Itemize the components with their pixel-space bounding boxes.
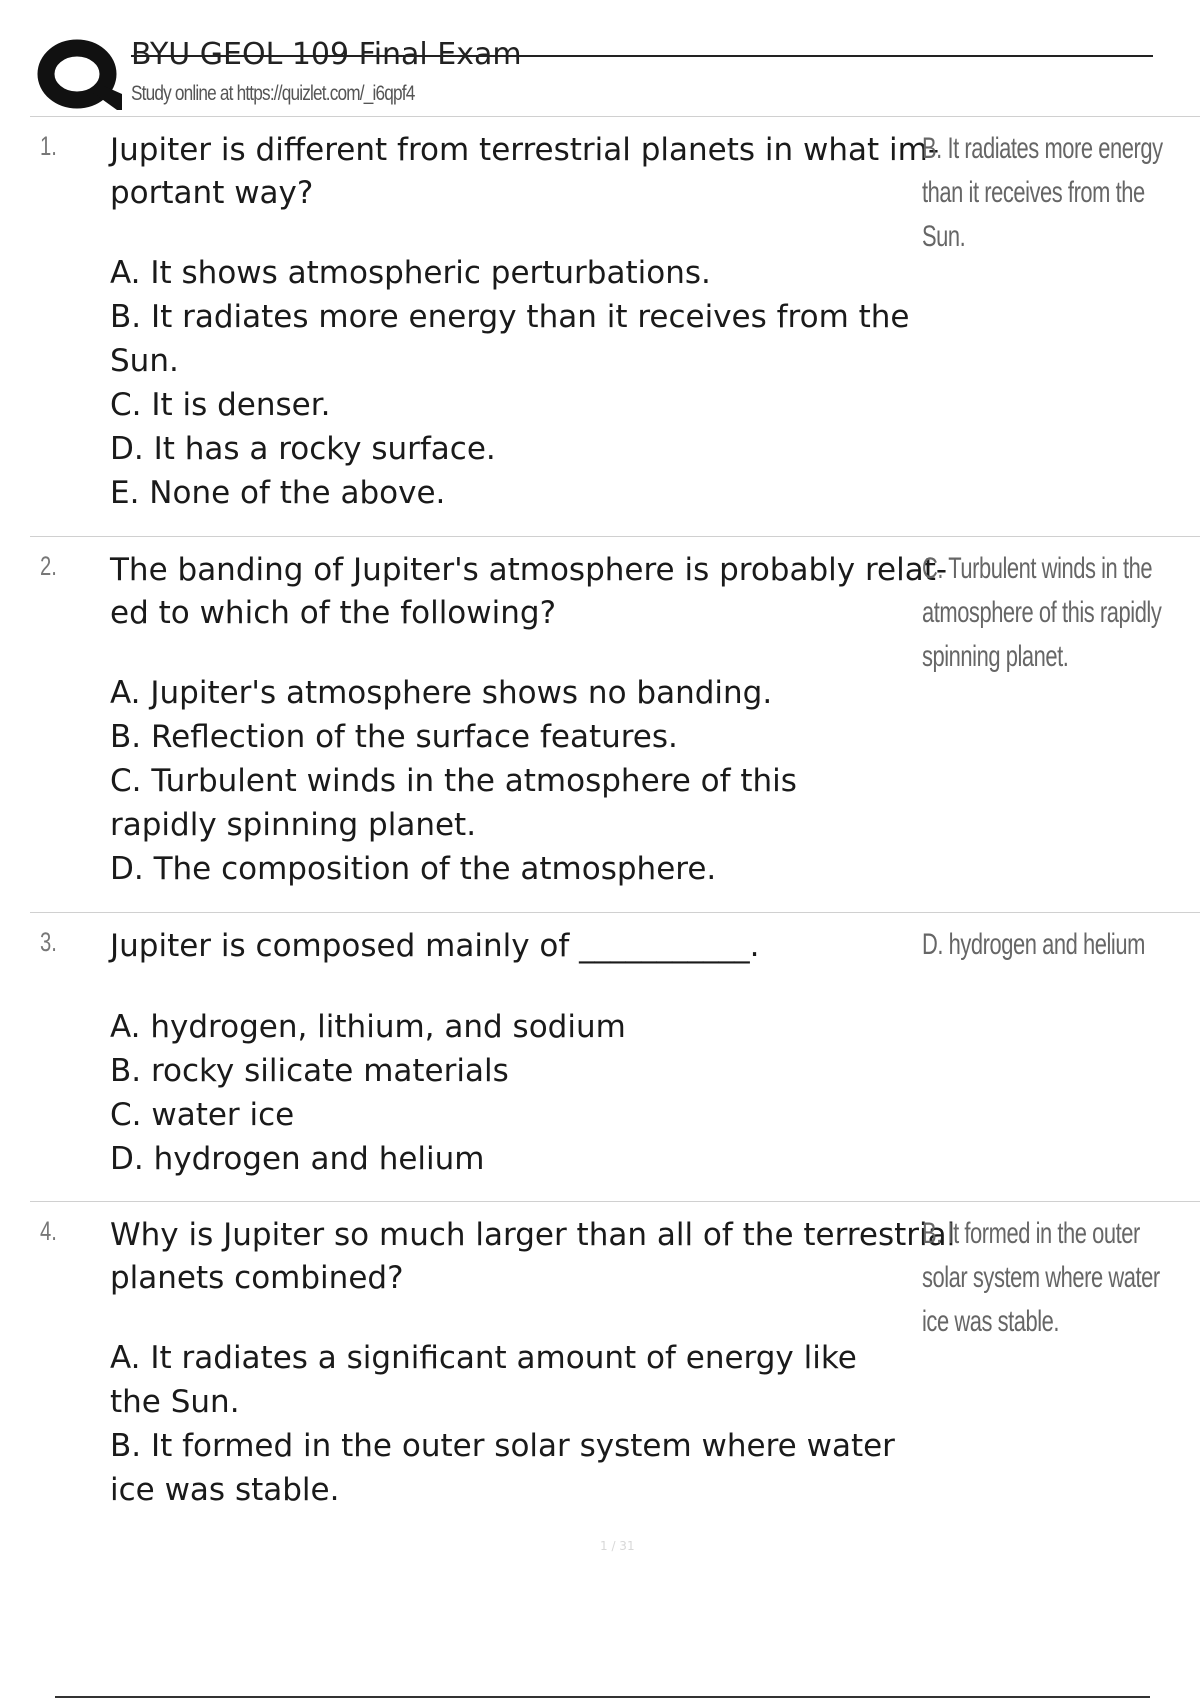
option-a: A. hydrogen, lithium, and sodium xyxy=(110,1009,626,1045)
option-c: C. Turbulent winds in the atmosphere of this rapidly spinning planet. xyxy=(110,763,797,843)
option-b: B. It formed in the outer solar system where water ice was stable. xyxy=(110,1428,895,1508)
option-c: C. water ice xyxy=(110,1097,295,1133)
option-a: A. It radiates a significant amount of energy like the Sun. xyxy=(110,1340,857,1420)
option-d: D. hydrogen and helium xyxy=(110,1141,485,1177)
header xyxy=(30,30,1150,120)
option-b: B. Reflection of the surface features. xyxy=(110,719,678,755)
question-text: Jupiter is composed mainly of ___________. xyxy=(110,928,760,964)
option-a: A. It shows atmospheric perturbations. xyxy=(110,255,711,291)
question-number: 1. xyxy=(40,131,57,161)
question-number: 3. xyxy=(40,927,57,957)
flashcard-4 xyxy=(30,1202,1200,1522)
answer-options xyxy=(110,1005,910,1181)
page-number: 1 / 31 xyxy=(600,1539,635,1553)
option-d: D. It has a rocky surface. xyxy=(110,431,496,467)
study-online-link[interactable]: Study online at https://quizlet.com/_i6qpf4 xyxy=(131,82,415,105)
question-number: 4. xyxy=(40,1216,57,1246)
correct-answer: C. Turbulent winds in the atmosphere of this rapidly spinning planet. xyxy=(922,552,1162,673)
option-b: B. rocky silicate materials xyxy=(110,1053,509,1089)
correct-answer: B. It radiates more energy than it receives from the Sun. xyxy=(922,132,1163,253)
document-title: BYU GEOL 109 Final Exam xyxy=(131,37,522,72)
correct-answer: B. It formed in the outer solar system where water ice was stable. xyxy=(922,1217,1160,1338)
question-text: The banding of Jupiter's atmosphere is probably relat-ed to which of the following? xyxy=(110,552,948,631)
answer-options xyxy=(110,671,910,891)
option-d: D. The composition of the atmosphere. xyxy=(110,851,717,887)
quizlet-logo-icon xyxy=(32,34,142,114)
option-b: B. It radiates more energy than it receives from the Sun. xyxy=(110,299,910,379)
question-text: Why is Jupiter so much larger than all of the terrestrial planets combined? xyxy=(110,1217,956,1296)
title-strike-rule xyxy=(131,55,1153,57)
answer-options xyxy=(110,1336,910,1512)
option-a: A. Jupiter's atmosphere shows no banding. xyxy=(110,675,773,711)
question-text: Jupiter is different from terrestrial planets in what im-portant way? xyxy=(110,132,940,211)
flashcard-3 xyxy=(30,913,1200,1202)
flashcard-2 xyxy=(30,537,1200,913)
option-c: C. It is denser. xyxy=(110,387,331,423)
question-number: 2. xyxy=(40,551,57,581)
bottom-rule xyxy=(55,1696,1150,1698)
flashcard-1 xyxy=(30,117,1200,537)
option-e: E. None of the above. xyxy=(110,475,446,511)
correct-answer: D. hydrogen and helium xyxy=(922,928,1145,961)
answer-options xyxy=(110,251,910,515)
